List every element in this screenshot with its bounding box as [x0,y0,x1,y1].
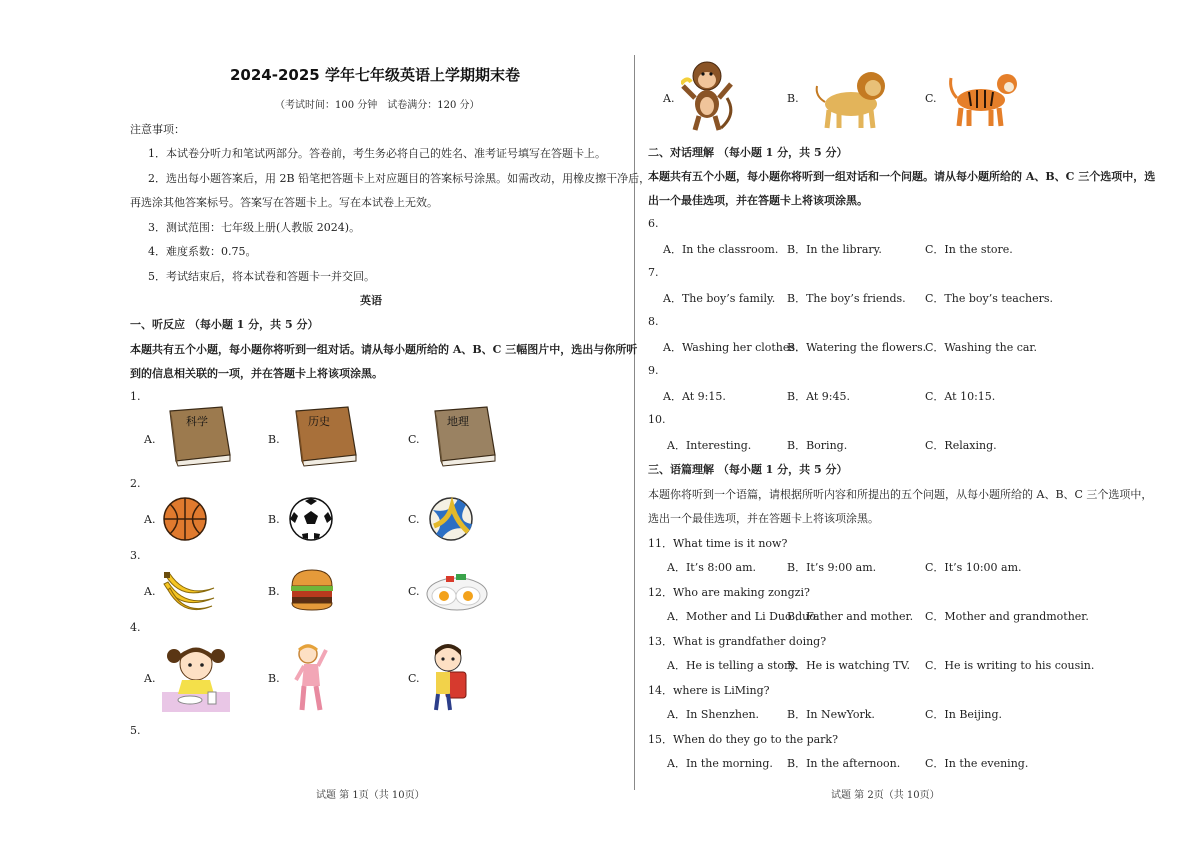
question-number: 3. [130,549,141,562]
answer-option: B．At 9:45. [787,390,850,403]
option-letter: C. [408,672,420,685]
answer-option: B．He is watching TV. [787,659,910,672]
section3-instructions-2: 选出一个最佳选项，并在答题卡上将该项涂黑。 [648,512,879,525]
question-text: 15．When do they go to the park? [648,733,838,746]
option-letter: B. [268,433,280,446]
question-number: 5. [130,724,141,737]
fried-eggs-icon [426,568,488,612]
book-label: 历史 [308,415,330,428]
monkey-icon [681,58,737,134]
soccer-ball-icon [288,496,334,542]
question-number: 9. [648,364,659,377]
option-letter: B. [268,513,280,526]
answer-option: B．Watering the flowers. [787,341,927,354]
exam-title: 2024-2025 学年七年级英语上学期期末卷 [230,66,520,84]
answer-option: B．In the library. [787,243,882,256]
answer-option: A．He is telling a story. [667,659,798,672]
notice-4: 4．难度系数：0.75。 [148,245,257,258]
boy-with-backpack-icon [426,642,472,714]
notice-5: 5．考试结束后，将本试卷和答题卡一并交回。 [148,270,375,283]
option-letter: C. [925,92,937,105]
question-text: 14．where is LiMing? [648,684,770,697]
answer-option: C．It’s 10:00 am. [925,561,1022,574]
answer-option: A．Mother and Li Duo duo. [667,610,820,623]
answer-option: A．Interesting. [667,439,752,452]
option-letter: B. [787,92,799,105]
answer-option: B．Boring. [787,439,848,452]
page-footer: 试题 第 1页（共 10页） [316,790,425,801]
section1-heading: 一、听反应 （每小题 1 分，共 5 分） [130,318,319,331]
section2-instructions-1: 本题共有五个小题，每小题你将听到一组对话和一个问题。请从每小题所给的 A、B、C 三个选项中，选 [648,170,1156,183]
question-number: 8. [648,315,659,328]
option-letter: B. [268,585,280,598]
book-label: 地理 [447,415,469,428]
section1-instructions-1: 本题共有五个小题，每小题你将听到一组对话。请从每小题所给的 A、B、C 三幅图片中，选出与你所听 [130,343,638,356]
answer-option: C．At 10:15. [925,390,996,403]
answer-option: B．The boy’s friends. [787,292,906,305]
page-divider [634,55,635,790]
question-number: 4. [130,621,141,634]
book-science-icon [160,405,235,467]
notice-1: 1．本试卷分听力和笔试两部分。答卷前，考生务必将自己的姓名、准考证号填写在答题卡上。 [148,147,606,160]
answer-option: A．The boy’s family. [663,292,776,305]
option-letter: A. [144,433,156,446]
page-1 [120,0,651,848]
answer-option: C．Mother and grandmother. [925,610,1089,623]
book-history-icon [286,405,361,467]
question-number: 10. [648,413,666,426]
question-number: 6. [648,217,659,230]
book-geography-icon [425,405,500,467]
answer-option: C．In the store. [925,243,1013,256]
section1-instructions-2: 到的信息相关联的一项，并在答题卡上将该项涂黑。 [130,367,383,380]
page-footer: 试题 第 2页（共 10页） [831,790,940,801]
question-text: 12．Who are making zongzi? [648,586,810,599]
answer-option: C．Relaxing. [925,439,997,452]
bananas-icon [162,568,217,612]
option-letter: A. [663,92,675,105]
answer-option: B．Father and mother. [787,610,914,623]
answer-option: B．In the afternoon. [787,757,901,770]
lion-icon [813,66,885,130]
answer-option: A．It’s 8:00 am. [667,561,757,574]
option-letter: C. [408,433,420,446]
answer-option: C．Washing the car. [925,341,1037,354]
option-letter: C. [408,513,420,526]
tiger-icon [947,66,1019,128]
answer-option: B．In NewYork. [787,708,875,721]
page-2 [645,0,1156,848]
book-label: 科学 [186,415,208,428]
section3-heading: 三、语篇理解 （每小题 1 分，共 5 分） [648,463,848,476]
answer-option: B．It’s 9:00 am. [787,561,877,574]
notice-3: 3．测试范围：七年级上册(人教版 2024)。 [148,221,361,234]
section2-heading: 二、对话理解 （每小题 1 分，共 5 分） [648,146,848,159]
question-text: 13．What is grandfather doing? [648,635,827,648]
subject-heading: 英语 [360,294,382,307]
section2-instructions-2: 出一个最佳选项，并在答题卡上将该项涂黑。 [648,194,868,207]
question-number: 2. [130,477,141,490]
answer-option: C．He is writing to his cousin. [925,659,1095,672]
answer-option: A．Washing her clothes. [663,341,799,354]
answer-option: A．At 9:15. [663,390,726,403]
option-letter: A. [144,672,156,685]
volleyball-icon [428,496,474,542]
answer-option: A．In the morning. [667,757,773,770]
option-letter: A. [144,513,156,526]
answer-option: C．In the evening. [925,757,1029,770]
answer-option: C．In Beijing. [925,708,1003,721]
answer-option: C．The boy’s teachers. [925,292,1054,305]
question-number: 1. [130,390,141,403]
answer-option: A．In the classroom. [663,243,779,256]
girl-eating-breakfast-icon [160,642,232,714]
girl-exercising-icon [290,642,330,714]
answer-option: A．In Shenzhen. [667,708,760,721]
notice-heading: 注意事项： [130,123,185,136]
exam-subtitle: （考试时间：100 分钟 试卷满分：120 分） [275,100,480,111]
notice-2-cont: 再选涂其他答案标号。答案写在答题卡上。写在本试卷上无效。 [130,196,438,209]
option-letter: A. [144,585,156,598]
question-number: 7. [648,266,659,279]
hamburger-icon [288,568,336,612]
option-letter: C. [408,585,420,598]
question-text: 11．What time is it now? [648,537,788,550]
option-letter: B. [268,672,280,685]
notice-2: 2．选出每小题答案后，用 2B 铅笔把答题卡上对应题目的答案标号涂黑。如需改动，用橡皮擦干净后， [148,172,651,185]
section3-instructions-1: 本题你将听到一个语篇，请根据所听内容和所提出的五个问题，从每小题所给的 A、B、C 三个选项中， [648,488,1153,501]
basketball-icon [162,496,208,542]
